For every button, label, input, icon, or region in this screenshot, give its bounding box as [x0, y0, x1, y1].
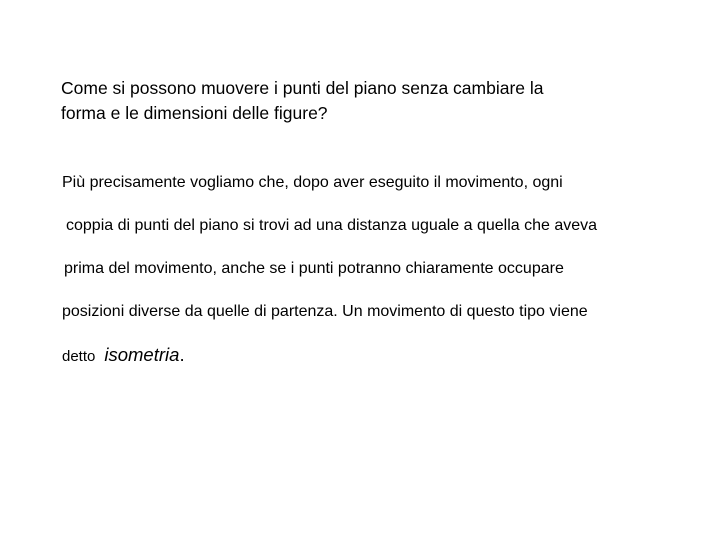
paragraph-line-final — [62, 345, 185, 367]
isometria-term: isometria — [104, 344, 180, 365]
paragraph-line: Più precisamente vogliamo che, dopo aver eseguito il movimento, ogni — [62, 174, 563, 191]
paragraph-line: posizioni diverse da quelle di partenza. Un movimento di questo tipo viene — [62, 303, 588, 320]
question-text — [61, 76, 681, 126]
detto-word: detto — [62, 348, 96, 365]
term-period: . — [179, 344, 185, 365]
question-line: Come si possono muovere i punti del piano senza cambiare la — [61, 78, 544, 98]
question-line: forma e le dimensioni delle figure? — [61, 103, 328, 123]
paragraph-line: coppia di punti del piano si trovi ad una distanza uguale a quella che aveva — [66, 217, 598, 234]
paragraph-line: prima del movimento, anche se i punti potranno chiaramente occupare — [64, 260, 564, 277]
